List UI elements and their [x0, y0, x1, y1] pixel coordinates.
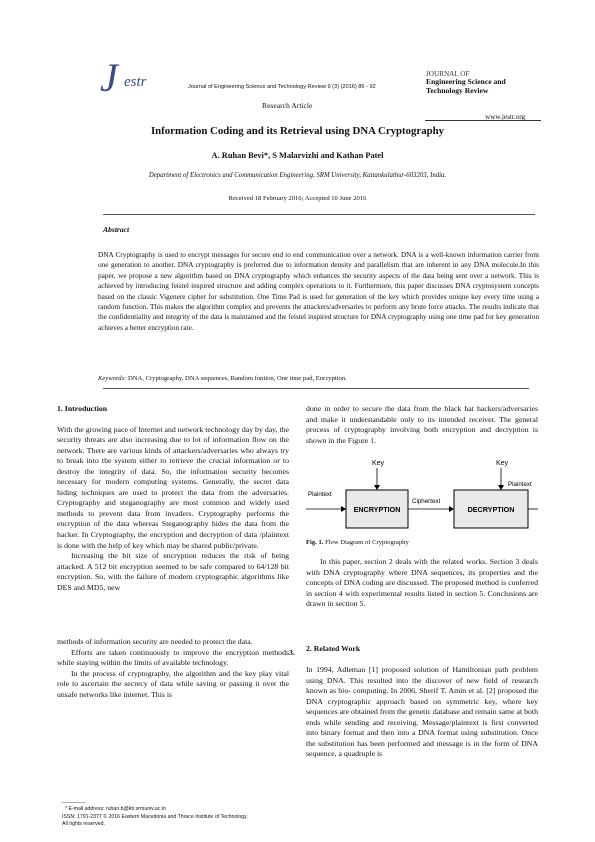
related-work-paragraph: In 1994, Adleman [1] proposed solution of Hamiltonian path problem using DNA. This resulted into the discover of new field of research known as bio- computing. In 2006, Sherif T. Amin et al. [2] proposed the DNA cryptographic approach based on symmetric key, where key sequences are obtained from the genetic database and remain same at both ends while sending and receiving. Message/plaintext is first converted into binary format and then into a DNA format using substitution. Once the substitution has been performed and message is in the form of DNA sequence, a quadruple is [306, 665, 538, 759]
journal-logo-j: J [100, 55, 118, 100]
right-column-bottom [306, 665, 538, 760]
figure-caption [306, 539, 409, 546]
flow-diagram-figure [304, 458, 540, 534]
figure-encryption-label: ENCRYPTION [353, 505, 401, 514]
right-column-top [306, 404, 538, 446]
journal-brand [426, 70, 542, 95]
figure-caption-text: Flow Diagram of Cryptography [325, 539, 409, 546]
paper-dates: Received 18 February 2016; Accepted 10 June 2016 [228, 195, 367, 202]
keywords [98, 375, 539, 382]
figure-key-label-1: Key [372, 460, 385, 467]
left-column [57, 404, 289, 593]
intro-paragraph-2-continued: methods of information security are needed to protect the data. [57, 637, 253, 646]
header-divider [425, 120, 541, 121]
figure-key-label-2: Key [496, 460, 509, 467]
keywords-list: DNA, Cryptography, DNA sequences, Random funtion, One time pad, Encryption. [127, 375, 347, 382]
journal-brand-kicker: JOURNAL OF [426, 70, 470, 78]
footnote-email: * E-mail address: ruhan.b@ktr.srmuniv.ac.in [65, 806, 166, 812]
figure-input-arrowhead [341, 506, 346, 512]
top-divider [103, 214, 535, 215]
article-type: Research Article [262, 101, 313, 110]
left-column-continued [57, 637, 289, 700]
intro-paragraph-1: With the growing pace of Internet and network technology day by day, the security threats are also increasing due to lot of information flow on the network. There are various kinds of attackers/adversaries who always try to break into the system either to retrieve the crucial information or to destroy the integrity of data. So, the information security becomes necessary for modern computing systems. Generally, the secret data hiding techniques are used to protect the data from the adversaries. Cryptography and steganography are most common and widely used methods to prevent data from invaders. Cryptography performs the encryption of the data whereas Steganography hides the data from the hacker. In Cryptography, the encryption and decryption of data /plaintext is done with the help of key which may be shared public/private. [57, 424, 289, 550]
figure-key-arrowhead-2 [498, 485, 504, 490]
footnote-rule: ________ [62, 798, 86, 804]
section-heading-related-work: 2. Related Work [306, 644, 361, 653]
footnote-rights: All rights reserved. [62, 821, 105, 827]
figure-cipher-arrowhead [449, 506, 454, 512]
journal-citation: Journal of Engineering Science and Technology Review 9 (3) (2016) 86 - 92 [188, 84, 376, 90]
intro-paragraph-2: Increasing the bit size of encryption reduces the risk of being attacked. A 512 bit encryption seemed to be safe compared to 64/128 bit encryption. So, with the failure of modern cryptographic algorithms like DES and MD5, new [57, 551, 289, 592]
right-column-middle [306, 557, 538, 610]
intro-paragraph-3: Efforts are taken continuously to improve the encryption methods while staying within the limits of available technology. [57, 647, 289, 668]
intro-paragraph-5: done in order to secure the data from the black hat hackers/adversaries and make it understandable only to its intended receiver. The general process of cryptography involving both encryption and decryption is shown in the Figure 1. [306, 404, 538, 445]
paper-affiliation: Department of Electronics and Communication Engineering, SRM University, Kattankulathur-603203, India. [148, 172, 447, 179]
journal-brand-title: Engineering Science and Technology Review [426, 77, 506, 95]
figure-ciphertext: Ciphertext [412, 498, 441, 505]
abstract-divider [103, 388, 529, 389]
keywords-label: Keywords: [98, 375, 127, 382]
abstract-text: DNA Cryptography is used to encrypt messages for secure end to end communication over a network. DNA is a well-known information carrier from one generation to another. DNA cryptography is preferred due to information density and parallelism that are inherent in any DNA molecule.In this paper, we propose a new algorithm based on DNA cryptography which enhances the security aspects of the data being sent over a network. This is achieved by introducing feistel inspired structure and adding complex operations to it. Furthermore, this paper discusses DNA cryptosystem concepts based on the classic Vigenere cipher for substitution. One Time Pad is used for generation of the key which provides unique key every time using a random function. This makes the algorithm complex and prevents the attackers/adversaries to perform any brute force attacks. The results indicate that the confidentiality and integrity of the data is maintained and the feistel inspired structure for DNA cryptography using one time pad for key generation achieves a better encryption rate. [98, 251, 539, 332]
figure-plaintext-left: Plaintext [308, 491, 332, 498]
figure-decryption-label: DECRYPTION [467, 505, 515, 514]
list-marker: 3. [289, 648, 295, 657]
paper-authors: A. Ruhan Bevi*, S Malarvizhi and Kathan Patel [211, 151, 384, 160]
journal-website-link[interactable]: www.jestr.org [485, 113, 526, 121]
figure-key-arrowhead-1 [374, 485, 380, 490]
paper-title: Information Coding and its Retrieval using DNA Cryptography [150, 125, 445, 137]
intro-paragraph-4: In the process of cryptography, the algorithm and the key play vital role to ascertain the secrecy of data while saving or passing it over the unsafe networks like internet. This is [57, 668, 289, 699]
journal-logo-text: estr [124, 74, 147, 90]
figure-caption-label: Fig. 1. [306, 539, 324, 546]
figure-plaintext-right: Plaintext [508, 481, 532, 488]
outline-paragraph: In this paper, section 2 deals with the related works. Section 3 deals with DNA cryptography where DNA sequences, its properties and the concepts of DNA coding are discussed. The proposed method is conferred in section 4 with experimental results listed in section 5. Conclusions are drawn in section 5. [306, 557, 538, 609]
footnote-issn: ISSN: 1791-2377 © 2016 Eastern Macedonia and Thrace Institute of Technology. [62, 814, 248, 820]
abstract-heading: Abstract [103, 225, 130, 234]
section-heading-introduction: 1. Introduction [57, 404, 108, 413]
